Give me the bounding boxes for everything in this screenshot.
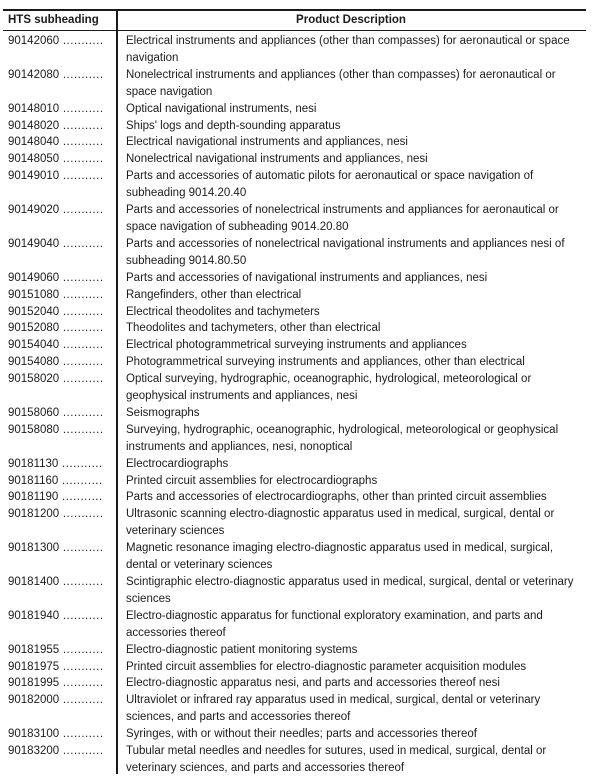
table-row (3, 659, 586, 676)
dot-leader: ........... (59, 204, 104, 217)
product-description: Tubular metal needles and needles for sutures, used in medical, surgical, dental or veterinary sciences, and parts and accessories thereof (126, 745, 547, 774)
dot-leader: ........... (59, 694, 104, 707)
hts-code: 90181130 (8, 457, 59, 470)
table-row (3, 134, 586, 151)
dot-leader: ........... (58, 474, 103, 487)
hts-code: 90158080 (8, 423, 60, 436)
product-description: Electrical instruments and appliances (other than compasses) for aeronautical or space navigation (126, 35, 570, 64)
table-row (3, 743, 586, 777)
product-description: Optical surveying, hydrographic, oceanographic, hydrological, meteorological or geophysical instruments and appliances, nesi (126, 373, 532, 403)
dot-leader: ........... (58, 457, 103, 470)
table-row (3, 354, 586, 371)
dot-leader: ........... (59, 271, 104, 284)
product-description: Surveying, hydrographic, oceanographic, hydrological, meteorological or geophysical instruments and appliances, nesi, nonoptical (126, 423, 559, 453)
hts-code: 90181190 (8, 491, 59, 504)
dot-leader: ........... (59, 728, 104, 741)
product-description: Rangefinders, other than electrical (126, 288, 302, 301)
table-row (3, 67, 586, 101)
table-row (3, 692, 586, 726)
product-description: Electrical theodolites and tachymeters (126, 305, 320, 318)
dot-leader: ........... (59, 643, 104, 656)
table-row (3, 320, 586, 337)
table-row (3, 642, 586, 659)
product-description: Electro-diagnostic apparatus nesi, and parts and accessories thereof nesi (126, 677, 500, 690)
product-description: Ultraviolet or infrared ray apparatus used in medical, surgical, dental or veterinary sciences, and parts and accessories thereof (126, 694, 541, 724)
hts-code: 90181955 (8, 643, 60, 656)
product-description: Seismographs (126, 406, 200, 419)
product-description: Ultrasonic scanning electro-diagnostic apparatus used in medical, surgical, dental or veterinary sciences (126, 508, 555, 538)
hts-code: 90181400 (8, 576, 60, 588)
hts-code: 90149010 (8, 170, 60, 183)
product-description: Electrical photogrammetrical surveying instruments and appliances (126, 339, 467, 352)
table-row (3, 151, 586, 168)
table-row (3, 473, 586, 490)
product-description: Electrocardiographs (126, 457, 229, 470)
hts-code: 90149040 (8, 237, 60, 250)
product-description: Parts and accessories of automatic pilots for aeronautical or space navigation of subheading 9014.20.40 (126, 170, 534, 200)
hts-code: 90181200 (8, 508, 60, 521)
hts-code: 90142080 (8, 68, 60, 81)
dot-leader: ........... (59, 136, 104, 149)
dot-leader: ........... (59, 406, 104, 419)
table-row (3, 489, 586, 506)
dot-leader: ........... (59, 170, 104, 183)
product-description: Electro-diagnostic apparatus for functional exploratory examination, and parts and accessories thereof (126, 609, 543, 639)
table-row (3, 287, 586, 304)
table-row (3, 540, 586, 574)
product-description: Parts and accessories of nonelectrical navigational instruments and appliances nesi of subheading 9014.80.50 (126, 237, 565, 267)
table-row (3, 574, 586, 608)
table-row (3, 456, 586, 473)
table-row (3, 101, 586, 118)
table-row (3, 337, 586, 354)
hts-code: 90181940 (8, 609, 60, 622)
hts-code: 90158060 (8, 406, 60, 419)
table-row (3, 168, 586, 202)
dot-leader: ........... (59, 609, 104, 622)
dot-leader: ........... (59, 356, 104, 369)
dot-leader: ........... (59, 288, 104, 301)
product-description: Parts and accessories of navigational instruments and appliances, nesi (126, 271, 488, 284)
hts-code: 90158020 (8, 373, 60, 386)
dot-leader: ........... (59, 153, 104, 166)
table-row (3, 726, 586, 743)
dot-leader: ........... (59, 508, 104, 521)
hts-code: 90149060 (8, 271, 60, 284)
hts-code: 90183200 (8, 745, 60, 758)
table-row (3, 422, 586, 456)
table-row (3, 270, 586, 287)
dot-leader: ........... (59, 305, 104, 318)
product-description: Electrical navigational instruments and appliances, nesi (126, 136, 408, 149)
product-description: Theodolites and tachymeters, other than electrical (126, 322, 381, 335)
dot-leader: ........... (59, 423, 104, 436)
table-row (3, 236, 586, 270)
hts-code: 90181300 (8, 542, 60, 555)
hts-code: 90148050 (8, 153, 60, 166)
hts-code: 90152040 (8, 305, 60, 318)
dot-leader: ........... (59, 322, 104, 335)
table-row (3, 506, 586, 540)
hts-code: 90154040 (8, 339, 60, 352)
column-header-description: Product Description (296, 14, 406, 26)
hts-code: 90148010 (8, 102, 60, 115)
table-header-row (3, 9, 586, 31)
dot-leader: ........... (59, 102, 104, 115)
hts-code: 90148040 (8, 136, 60, 149)
hts-code: 90152080 (8, 322, 60, 335)
product-description: Nonelectrical navigational instruments and appliances, nesi (126, 153, 428, 166)
product-description: Electro-diagnostic patient monitoring systems (126, 643, 358, 656)
product-description: Magnetic resonance imaging electro-diagnostic apparatus used in medical, surgical, dental or veterinary sciences (126, 542, 554, 572)
product-description: Optical navigational instruments, nesi (126, 102, 317, 115)
table-row (3, 33, 586, 67)
table-body (3, 31, 586, 777)
dot-leader: ........... (59, 339, 104, 352)
table-row (3, 202, 586, 236)
product-description: Nonelectrical instruments and appliances (other than compasses) for aeronautical or space navigation (126, 68, 556, 98)
product-description: Parts and accessories of nonelectrical instruments and appliances for aeronautical or space navigation of subheading 9014.20.80 (126, 204, 559, 233)
hts-code: 90151080 (8, 288, 60, 301)
hts-table (3, 9, 586, 777)
dot-leader: ........... (58, 491, 103, 504)
hts-code: 90149020 (8, 204, 60, 217)
hts-code: 90142060 (8, 35, 60, 47)
hts-code: 90148020 (8, 119, 60, 132)
table-row (3, 371, 586, 405)
table-row (3, 675, 586, 692)
product-description: Printed circuit assemblies for electro-diagnostic parameter acquisition modules (126, 660, 527, 673)
dot-leader: ........... (59, 745, 104, 758)
product-description: Scintigraphic electro-diagnostic apparatus used in medical, surgical, dental or veterinary sciences (126, 576, 574, 605)
table-row (3, 118, 586, 135)
hts-code: 90181975 (8, 660, 60, 673)
dot-leader: ........... (59, 373, 104, 386)
table-row (3, 304, 586, 321)
dot-leader: ........... (59, 542, 104, 555)
product-description: Parts and accessories of electrocardiographs, other than printed circuit assemblies (126, 491, 547, 504)
dot-leader: ........... (59, 660, 104, 673)
dot-leader: ........... (59, 677, 104, 690)
hts-code: 90181995 (8, 677, 60, 690)
hts-code: 90183100 (8, 728, 60, 741)
table-row (3, 608, 586, 642)
product-description: Syringes, with or without their needles; parts and accessories thereof (126, 728, 477, 741)
hts-code: 90154080 (8, 356, 60, 369)
hts-code: 90182000 (8, 694, 60, 707)
hts-code: 90181160 (8, 474, 59, 487)
product-description: Printed circuit assemblies for electrocardiographs (126, 474, 378, 487)
dot-leader: ........... (59, 576, 104, 588)
dot-leader: ........... (59, 237, 104, 250)
dot-leader: ........... (59, 68, 104, 81)
dot-leader: ........... (59, 35, 104, 47)
column-header-hts: HTS subheading (8, 14, 99, 26)
table-row (3, 405, 586, 422)
product-description: Ships' logs and depth-sounding apparatus (126, 119, 341, 132)
dot-leader: ........... (59, 119, 104, 132)
product-description: Photogrammetrical surveying instruments and appliances, other than electrical (126, 356, 525, 369)
